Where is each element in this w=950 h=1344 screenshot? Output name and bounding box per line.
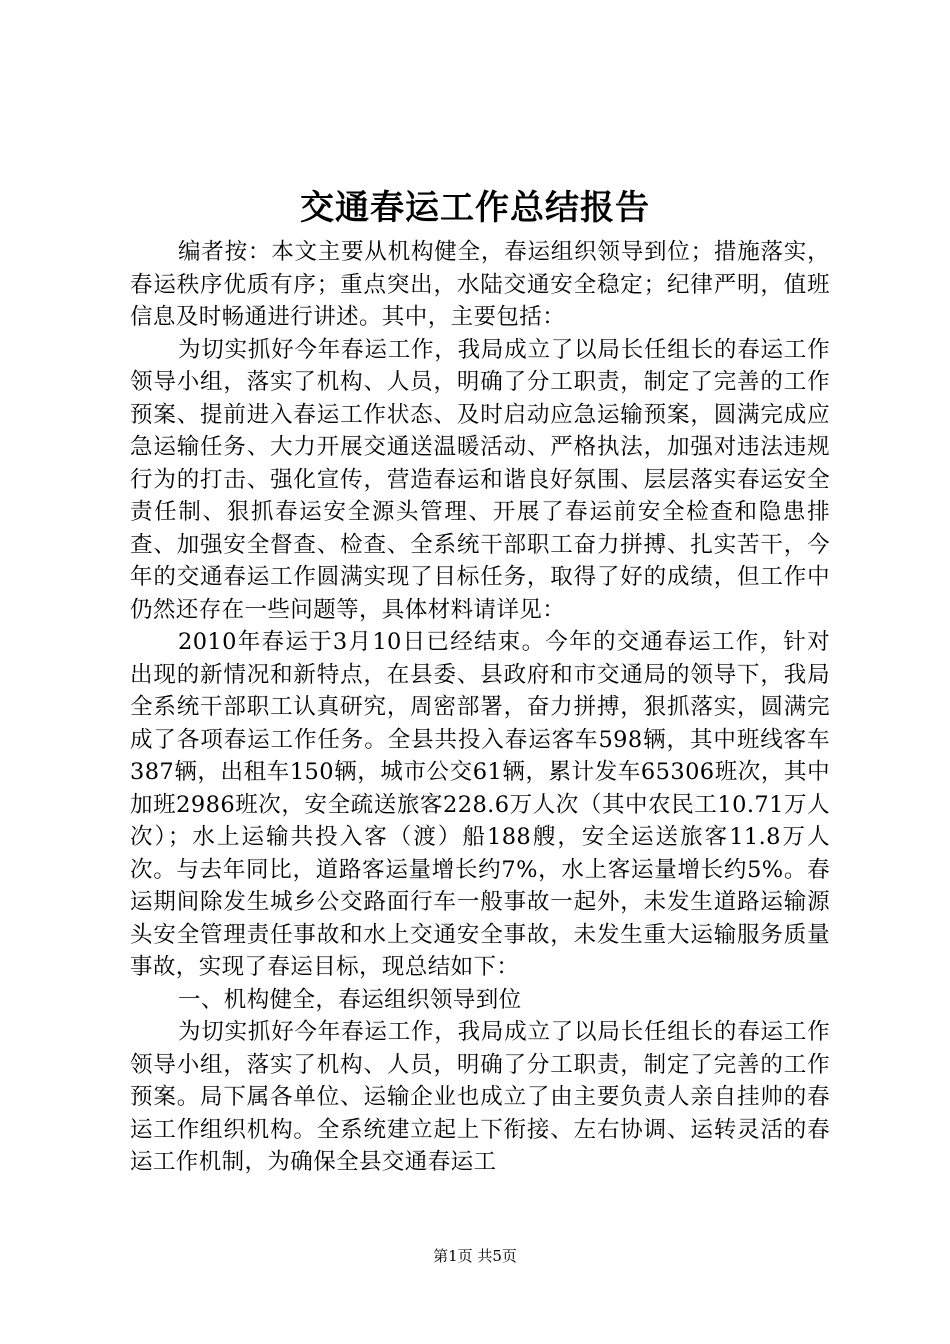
- document-body: [130, 236, 830, 1179]
- page-number-footer: 第1页 共5页: [433, 1247, 517, 1265]
- section-paragraph: 为切实抓好今年春运工作，我局成立了以局长任组长的春运工作领导小组，落实了机构、人员，明确了分工职责，制定了完善的工作预案。局下属各单位、运输企业也成立了由主要负责人亲自挂帅的春运工作组织机构。全系统建立起上下衔接、左右协调、运转灵活的春运工作机制，为确保全县交通春运工: [130, 1019, 830, 1175]
- section-heading: 一、机构健全，春运组织领导到位: [178, 986, 522, 1013]
- summary-paragraph: 为切实抓好今年春运工作，我局成立了以局长任组长的春运工作领导小组，落实了机构、人员，明确了分工职责，制定了完善的工作预案、提前进入春运工作状态、及时启动应急运输预案，圆满完成应急运输任务、大力开展交通送温暖活动、严格执法，加强对违法违规行为的打击、强化宣传，营造春运和谐良好氛围、层层落实春运安全责任制、狠抓春运安全源头管理、开展了春运前安全检查和隐患排查、加强安全督查、检查、全系统干部职工奋力拼搏、扎实苦干，今年的交通春运工作圆满实现了目标任务，取得了好的成绩，但工作中仍然还存在一些问题等，具体材料请详见：: [130, 336, 830, 623]
- results-paragraph: 2010年春运于3月10日已经结束。今年的交通春运工作，针对出现的新情况和新特点，在县委、县政府和市交通局的领导下，我局全系统干部职工认真研究，周密部署，奋力拼搏，狠抓落实，圆满完成了各项春运工作任务。全县共投入春运客车598辆，其中班线客车387辆，出租车150辆，城市公交61辆，累计发车65306班次，其中加班2986班次，安全疏送旅客228.6万人次（其中农民工10.71万人次）；水上运输共投入客（渡）船188艘，安全运送旅客11.8万人次。与去年同比，道路客运量增长约7%，水上客运量增长约5%。春运期间除发生城乡公交路面行车一般事故一起外，未发生道路运输源头安全管理责任事故和水上交通安全事故，未发生重大运输服务质量事故，实现了春运目标，现总结如下：: [130, 629, 830, 980]
- editor-note-paragraph: 编者按：本文主要从机构健全，春运组织领导到位；措施落实，春运秩序优质有序；重点突出，水陆交通安全稳定；纪律严明，值班信息及时畅通进行讲述。其中，主要包括：: [130, 239, 830, 330]
- document-title: 交通春运工作总结报告: [300, 188, 650, 228]
